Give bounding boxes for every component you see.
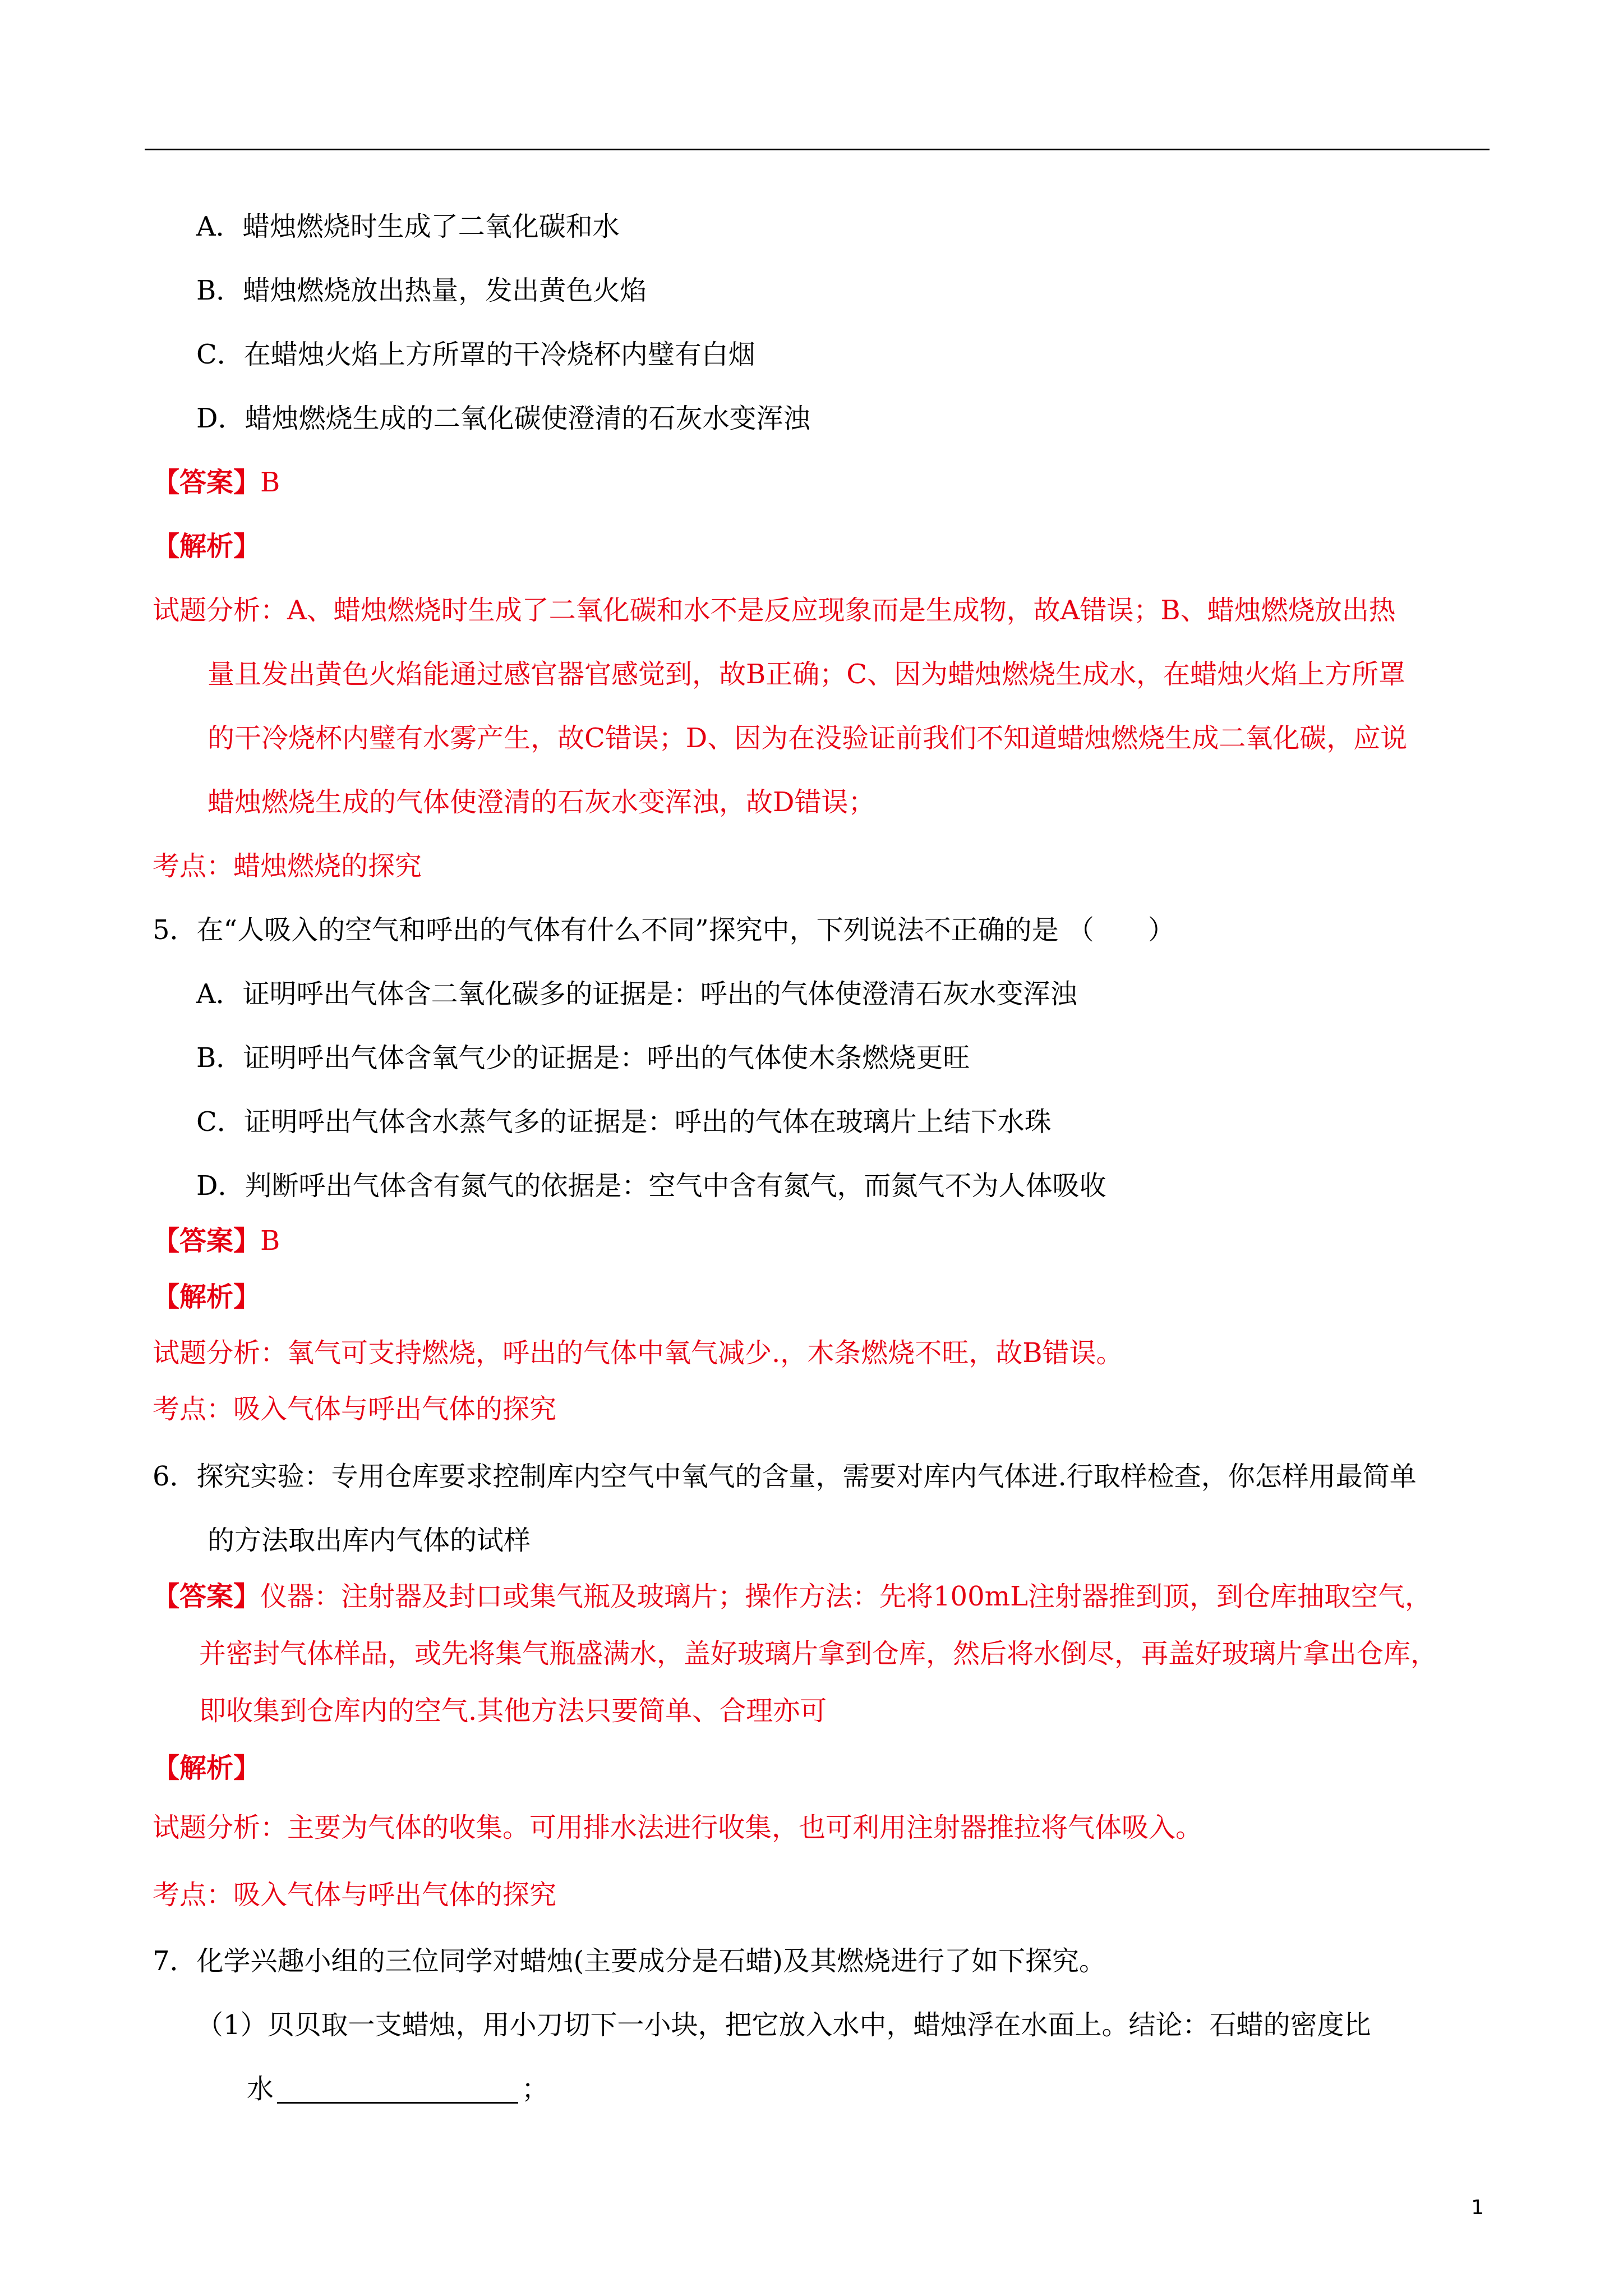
- q6-answer-line-1: [153, 1579, 1432, 1614]
- q6-keypoint: 考点：吸入气体与呼出气体的探究: [153, 1879, 557, 1911]
- q4-option-d: D．蜡烛燃烧生成的二氧化碳使澄清的石灰水变浑浊: [196, 403, 810, 434]
- q7-sub1-prefix: 水: [247, 2073, 274, 2105]
- q4-keypoint: 考点：蜡烛燃烧的探究: [153, 850, 422, 882]
- q7-sub1-suffix: ；: [522, 2073, 549, 2105]
- q4-option-b: B．蜡烛燃烧放出热量，发出黄色火焰: [196, 275, 647, 306]
- q5-answer: [153, 1223, 280, 1259]
- q4-option-c: C．在蜡烛火焰上方所罩的干冷烧杯内璧有白烟: [196, 339, 755, 370]
- q4-analysis-line-4: 蜡烛燃烧生成的气体使澄清的石灰水变浑浊，故D错误；: [208, 786, 875, 818]
- header-rule: [145, 149, 1490, 150]
- q6-analysis: 试题分析：主要为气体的收集。可用排水法进行收集，也可利用注射器推拉将气体吸入。: [153, 1812, 1203, 1843]
- q7-stem: 7．化学兴趣小组的三位同学对蜡烛(主要成分是石蜡)及其燃烧进行了如下探究。: [153, 1945, 1106, 1977]
- page-number: 1: [1471, 2196, 1484, 2219]
- q5-analysis: 试题分析：氧气可支持燃烧，呼出的气体中氧气减少.，木条燃烧不旺，故B错误。: [153, 1337, 1123, 1369]
- q5-option-a: A．证明呼出气体含二氧化碳多的证据是：呼出的气体使澄清石灰水变浑浊: [196, 978, 1077, 1010]
- answer-tag: 【答案】: [153, 467, 261, 498]
- q5-analysis-tag: 【解析】: [153, 1281, 261, 1313]
- q5-option-b: B．证明呼出气体含氧气少的证据是：呼出的气体使木条燃烧更旺: [196, 1042, 970, 1074]
- q5-keypoint: 考点：吸入气体与呼出气体的探究: [153, 1393, 557, 1425]
- answer-text: 仪器：注射器及封口或集气瓶及玻璃片；操作方法：先将100mL注射器推到顶，到仓库抽取空气，: [260, 1581, 1432, 1612]
- q5-option-d: D．判断呼出气体含有氮气的依据是：空气中含有氮气，而氮气不为人体吸收: [196, 1170, 1106, 1202]
- q4-analysis-line-1: 试题分析：A、蜡烛燃烧时生成了二氧化碳和水不是反应现象而是生成物，故A错误；B、蜡烛燃烧放出热: [153, 595, 1396, 626]
- q7-sub1-line-2: [247, 2071, 548, 2107]
- answer-tag: 【答案】: [153, 1225, 261, 1257]
- q7-sub1-line-1: （1）贝贝取一支蜡烛，用小刀切下一小块，把它放入水中，蜡烛浮在水面上。结论：石蜡的密度比: [196, 2009, 1371, 2041]
- q4-analysis-tag: 【解析】: [153, 531, 261, 562]
- q5-stem: 5．在“人吸入的空气和呼出的气体有什么不同”探究中，下列说法不正确的是 （ ）: [153, 914, 1175, 946]
- q6-analysis-tag: 【解析】: [153, 1752, 261, 1784]
- answer-value: B: [260, 467, 280, 498]
- q6-answer-line-3: 即收集到仓库内的空气.其他方法只要简单、合理亦可: [199, 1695, 827, 1727]
- answer-blank[interactable]: [277, 2074, 518, 2104]
- q4-analysis-line-3: 的干冷烧杯内璧有水雾产生，故C错误；D、因为在没验证前我们不知道蜡烛燃烧生成二氧化碳，应说: [208, 723, 1408, 754]
- q6-stem-line-2: 的方法取出库内气体的试样: [208, 1525, 531, 1556]
- q4-option-a: A．蜡烛燃烧时生成了二氧化碳和水: [196, 211, 620, 242]
- answer-value: B: [260, 1225, 280, 1257]
- q6-answer-line-2: 并密封气体样品，或先将集气瓶盛满水，盖好玻璃片拿到仓库，然后将水倒尽，再盖好玻璃片拿出仓库，: [199, 1638, 1438, 1669]
- q4-answer: [153, 464, 280, 500]
- q5-option-c: C．证明呼出气体含水蒸气多的证据是：呼出的气体在玻璃片上结下水珠: [196, 1106, 1052, 1138]
- q6-stem-line-1: 6．探究实验：专用仓库要求控制库内空气中氧气的含量，需要对库内气体进.行取样检查，你怎样用最简单: [153, 1461, 1417, 1492]
- q4-analysis-line-2: 量且发出黄色火焰能通过感官器官感觉到，故B正确；C、因为蜡烛燃烧生成水，在蜡烛火焰上方所罩: [208, 659, 1406, 690]
- answer-tag: 【答案】: [153, 1581, 261, 1612]
